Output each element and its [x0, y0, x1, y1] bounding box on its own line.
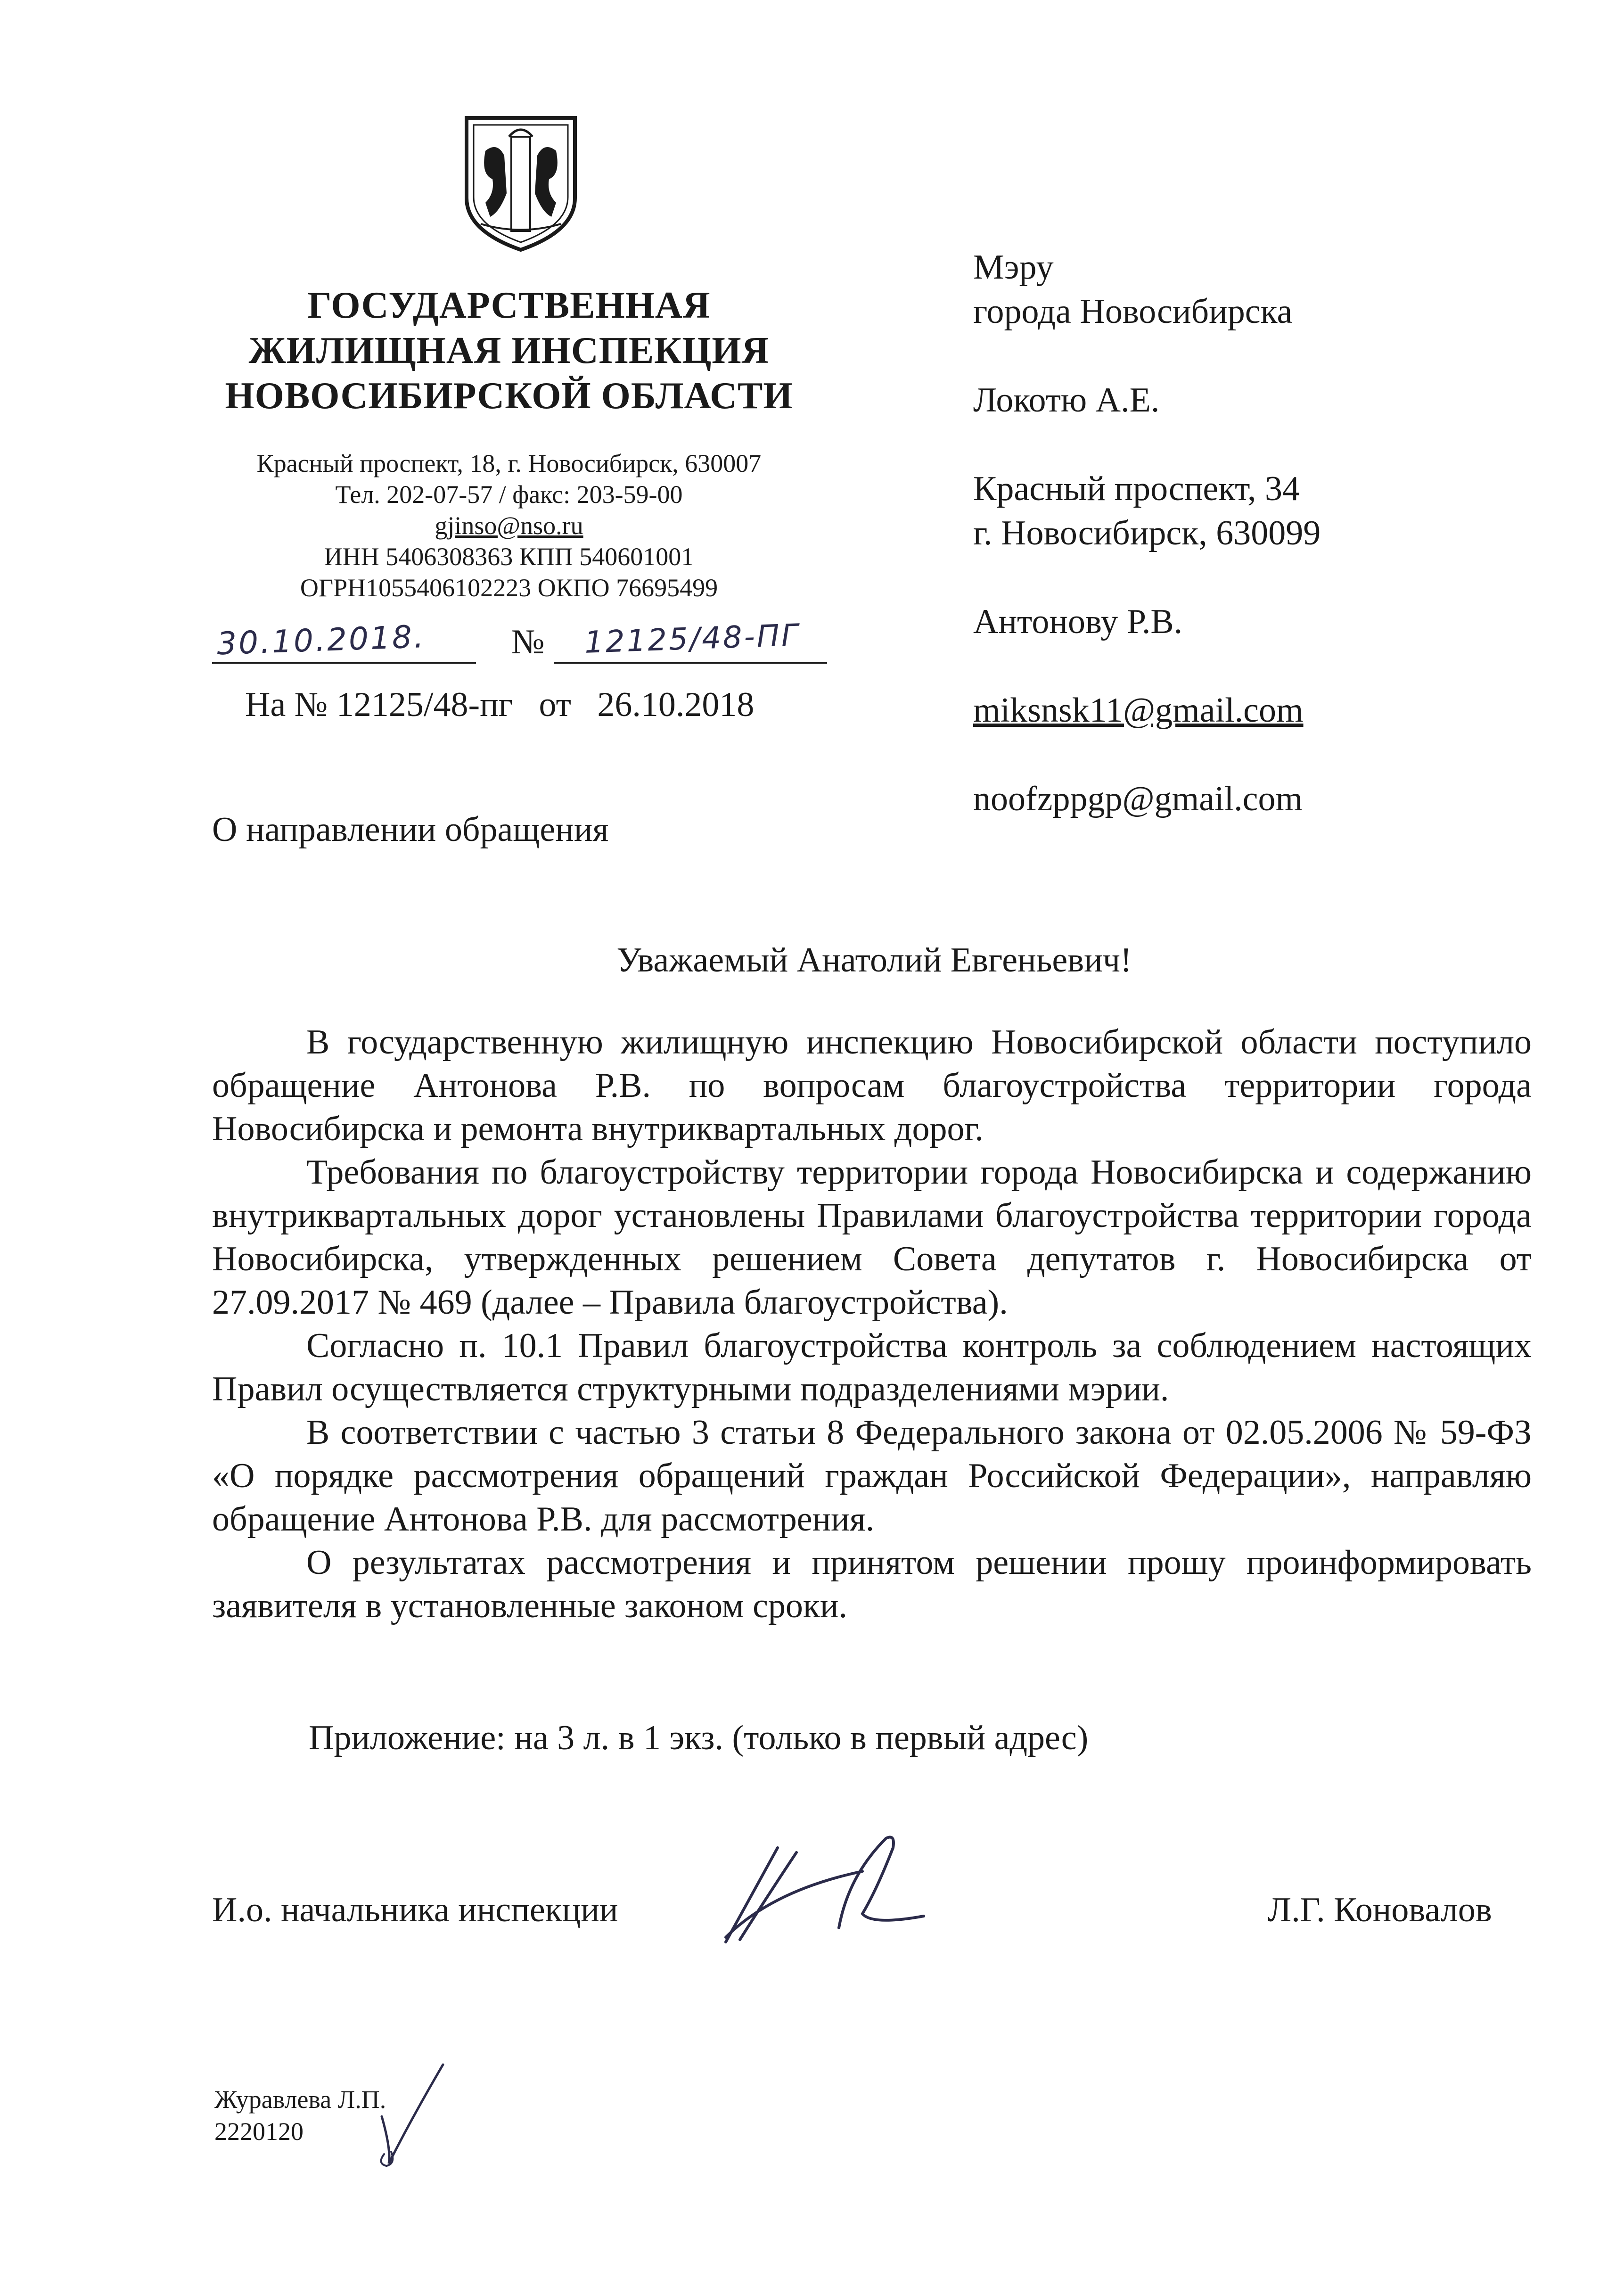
attachment-note: Приложение: на 3 л. в 1 экз. (только в первый адрес) — [309, 1719, 1089, 1757]
addressee-line: Антонову Р.В. — [973, 602, 1183, 641]
letter-body — [212, 1020, 1532, 1628]
addressee-line: города Новосибирска — [973, 292, 1293, 331]
letter-subject: О направлении обращения — [212, 810, 609, 849]
body-paragraph: В соответствии с частью 3 статьи 8 Федерального закона от 02.05.2006 № 59-ФЗ «О порядке рассмотрения обращений граждан Российской Федерации», направляю обращение Антонова Р.В. для рассмотрения. — [212, 1413, 1532, 1539]
issuer-address: Красный проспект, 18, г. Новосибирск, 630007 — [256, 449, 762, 477]
outgoing-date-handwritten: 30.10.2018. — [216, 618, 427, 662]
addressee-block — [973, 245, 1586, 821]
outgoing-number-underline — [554, 662, 827, 664]
body-paragraph: Требования по благоустройству территории города Новосибирска и содержанию внутриквартальных дорог установлены Правилами благоустройства территории города Новосибирска, утвержденных решением Совета депутатов г. Новосибирска от 27.09.2017 № 469 (далее – Правила благоустройства). — [212, 1153, 1532, 1322]
addressee-email-link[interactable]: miksnsk11@gmail.com — [973, 691, 1304, 730]
salutation: Уважаемый Анатолий Евгеньевич! — [616, 941, 1132, 979]
executor-phone: 2220120 — [214, 2117, 303, 2146]
issuer-ogrn-okpo: ОГРН1055406102223 ОКПО 76695499 — [300, 574, 718, 602]
addressee-line: Мэру — [973, 248, 1054, 287]
executor-name: Журавлева Л.П. — [214, 2085, 386, 2114]
in-reply-reference: На № 12125/48-пг от 26.10.2018 — [245, 685, 755, 724]
issuer-name-line: НОВОСИБИРСКОЙ ОБЛАСТИ — [225, 375, 793, 417]
issuer-contacts — [179, 448, 839, 603]
handwritten-signature-icon — [707, 1819, 933, 1961]
handwritten-initials-icon — [363, 2055, 448, 2168]
issuer-name-line: ЖИЛИЩНАЯ ИНСПЕКЦИЯ — [248, 330, 770, 371]
issuer-name — [179, 283, 839, 419]
issuer-inn-kpp: ИНН 5406308363 КПП 540601001 — [324, 543, 694, 571]
issuer-phone-fax: Тел. 202-07-57 / факс: 203-59-00 — [335, 480, 683, 509]
outgoing-date-underline — [212, 662, 476, 664]
addressee-line: г. Новосибирск, 630099 — [973, 514, 1321, 552]
addressee-line: Красный проспект, 34 — [973, 469, 1300, 508]
issuer-email-link[interactable]: gjinso@nso.ru — [435, 511, 583, 540]
signer-position: И.о. начальника инспекции — [212, 1891, 618, 1929]
coat-of-arms-icon — [452, 108, 589, 255]
body-paragraph: В государственную жилищную инспекцию Новосибирской области поступило обращение Антонова Р.В. по вопросам благоустройства территории города Новосибирска и ремонта внутриквартальных дорог. — [212, 1023, 1532, 1148]
executor-block — [214, 2083, 386, 2148]
addressee-line: Локотю А.Е. — [973, 381, 1160, 420]
body-paragraph: Согласно п. 10.1 Правил благоустройства контроль за соблюдением настоящих Правил осуществляется структурными подразделениями мэрии. — [212, 1326, 1532, 1408]
outgoing-number-handwritten: 12125/48-ПГ — [583, 617, 801, 660]
addressee-email: noofzppgp@gmail.com — [973, 780, 1303, 818]
body-paragraph: О результатах рассмотрения и принятом решении прошу проинформировать заявителя в установленные законом сроки. — [212, 1543, 1532, 1625]
outgoing-number-sign: № — [511, 623, 545, 661]
issuer-name-line: ГОСУДАРСТВЕННАЯ — [307, 285, 711, 326]
signer-name: Л.Г. Коновалов — [1268, 1891, 1492, 1929]
